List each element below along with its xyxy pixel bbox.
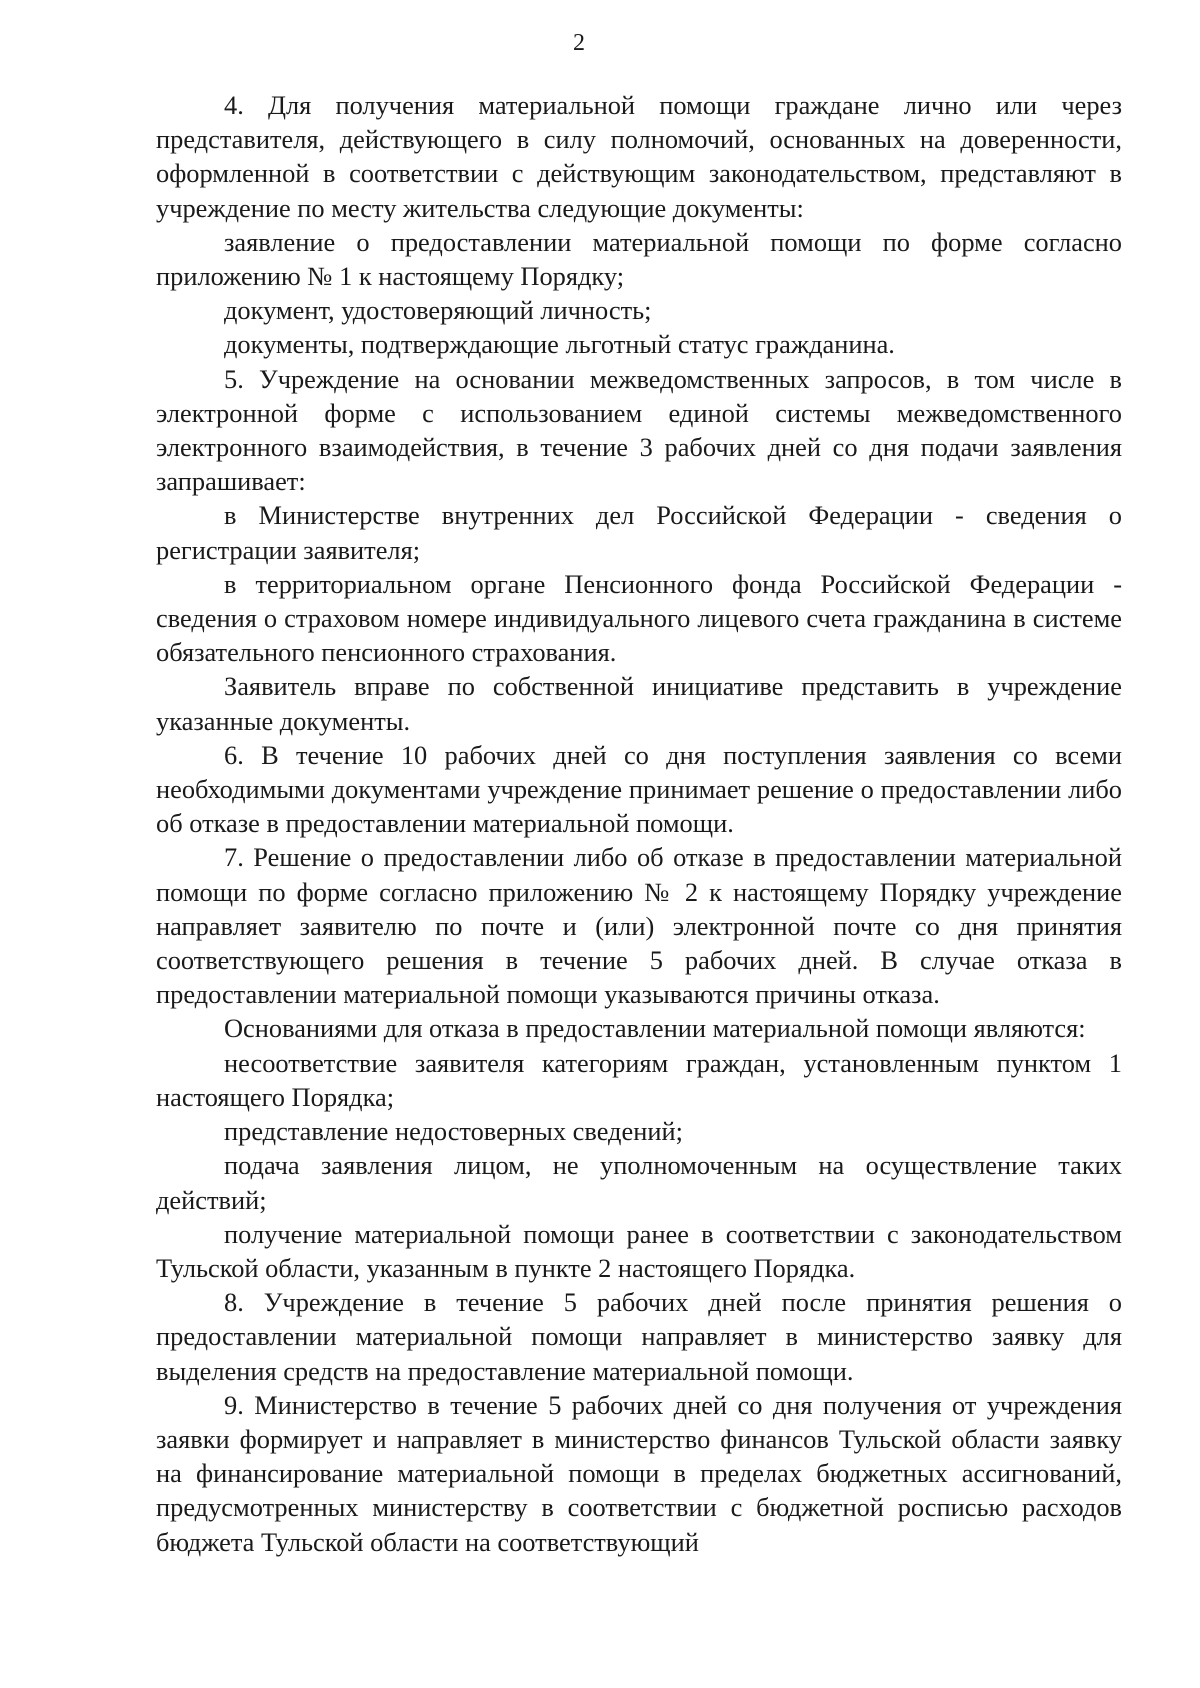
paragraph-applicant-right: Заявитель вправе по собственной инициативе представить в учреждение указанные документы. xyxy=(156,671,1122,736)
paragraph-5: 5. Учреждение на основании межведомственных запросов, в том числе в электронной форме с использованием единой системы межведомственного электронного взаимодействия, в течение 3 рабочих дней со дня подачи заявления запрашивает: xyxy=(156,363,1122,497)
list-item-status-documents: документы, подтверждающие льготный статус гражданина. xyxy=(224,329,895,360)
list-item-pension-fund-request: в территориальном органе Пенсионного фонда Российской Федерации - сведения о страховом номере индивидуального лицевого счета гражданина в системе обязательного пенсионного страхования. xyxy=(156,568,1122,668)
page-number: 2 xyxy=(573,30,585,56)
list-item-unauthorized-person: подача заявления лицом, не уполномоченным на осуществление таких действий; xyxy=(156,1150,1122,1215)
list-item-category-mismatch: несоответствие заявителя категориям граждан, установленным пунктом 1 настоящего Порядка; xyxy=(156,1047,1122,1112)
paragraph-4: 4. Для получения материальной помощи граждане лично или через представителя, действующего в силу полномочий, основанных на доверенности, оформленной в соответствии с действующим законодательством, представляют в учреждение по месту жительства следующие документы: xyxy=(156,90,1122,223)
list-item-previously-received: получение материальной помощи ранее в соответствии с законодательством Тульской области, указанным в пункте 2 настоящего Порядка. xyxy=(156,1218,1122,1283)
paragraph-6: 6. В течение 10 рабочих дней со дня поступления заявления со всеми необходимыми документами учреждение принимает решение о предоставлении либо об отказе в предоставлении материальной помощи. xyxy=(156,739,1122,839)
paragraph-9: 9. Министерство в течение 5 рабочих дней со дня получения от учреждения заявки формирует и направляет в министерство финансов Тульской области заявку на финансирование материальной помощи в пределах бюджетных ассигнований, предусмотренных министерству в соответствии с бюджетной росписью расходов бюджета Тульской области на соответствующий xyxy=(156,1389,1122,1557)
paragraph-8: 8. Учреждение в течение 5 рабочих дней после принятия решения о предоставлении материальной помощи направляет в министерство заявку для выделения средств на предоставление материальной помощи. xyxy=(156,1287,1122,1386)
document-body xyxy=(156,88,1122,1559)
paragraph-7: 7. Решение о предоставлении либо об отказе в предоставлении материальной помощи по форме согласно приложению № 2 к настоящему Порядку учреждение направляет заявителю по почте и (или) электронной почте со дня принятия соответствующего решения в течение 5 рабочих дней. В случае отказа в предоставлении материальной помощи указываются причины отказа. xyxy=(156,842,1122,1010)
list-item-mvd-request: в Министерстве внутренних дел Российской Федерации - сведения о регистрации заявителя; xyxy=(156,500,1122,565)
list-item-identity-document: документ, удостоверяющий личность; xyxy=(224,295,652,326)
paragraph-refusal-grounds: Основаниями для отказа в предоставлении материальной помощи являются: xyxy=(224,1013,1086,1044)
list-item-application: заявление о предоставлении материальной помощи по форме согласно приложению № 1 к настоящему Порядку; xyxy=(156,226,1122,292)
list-item-false-information: представление недостоверных сведений; xyxy=(224,1116,683,1147)
